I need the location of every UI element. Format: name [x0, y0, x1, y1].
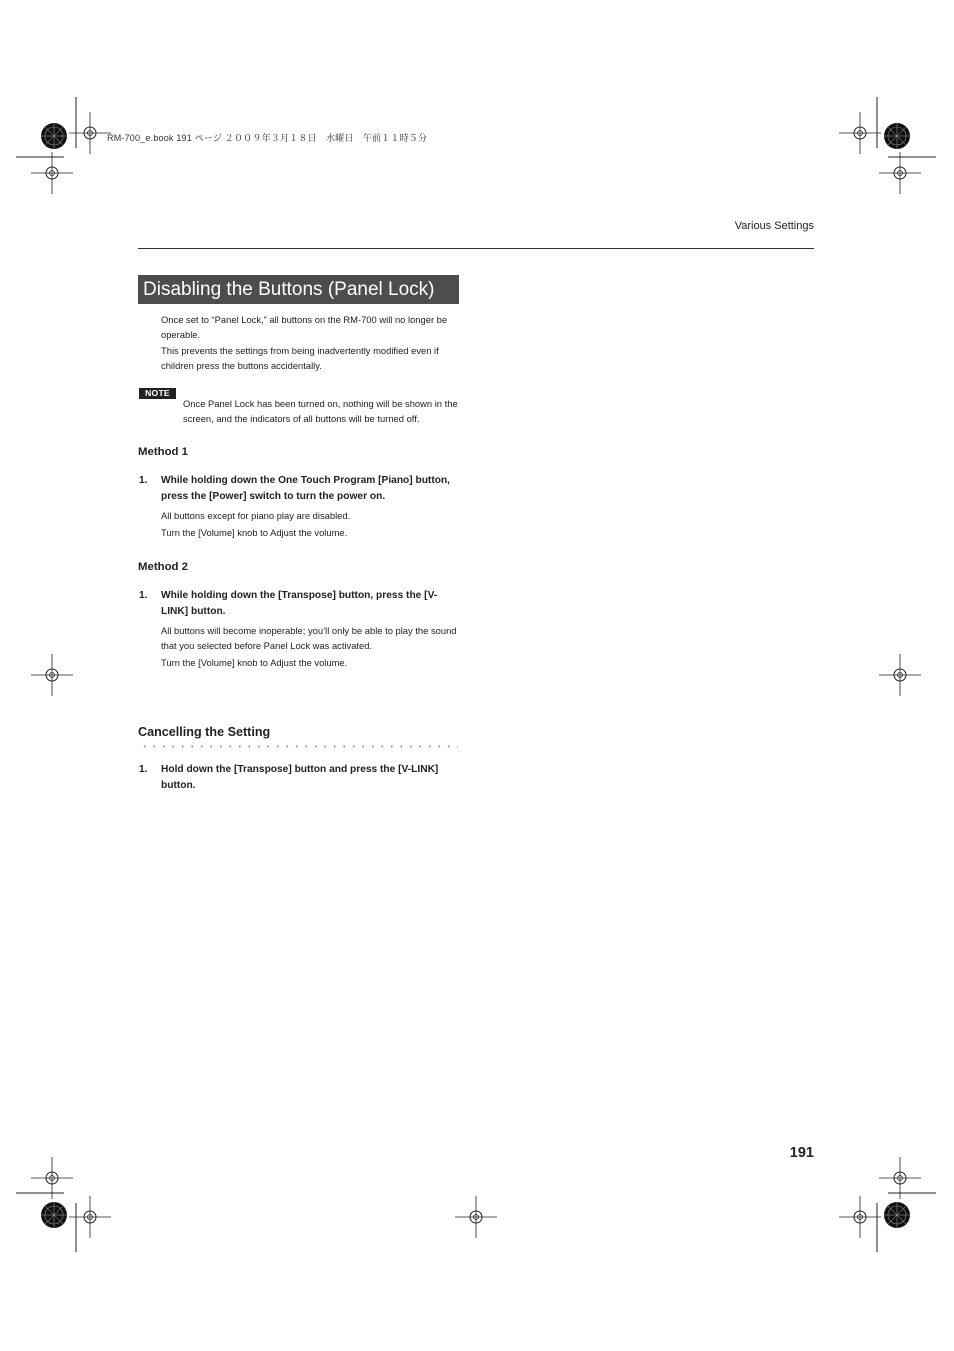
- page-number: 191: [789, 1145, 814, 1161]
- cancel-heading: Cancelling the Setting: [138, 725, 271, 739]
- method-2-detail-1: All buttons will become inoperable; you’ll only be able to play the sound that you selected before Panel Lock was activated.: [161, 625, 457, 651]
- note-badge: NOTE: [139, 388, 176, 399]
- header-rule: [138, 248, 814, 249]
- method-1-detail-2: Turn the [Volume] knob to Adjust the volume.: [161, 527, 348, 538]
- intro-paragraph-1: Once set to “Panel Lock,” all buttons on the RM-700 will no longer be operable.: [161, 314, 448, 340]
- method-2-detail-2: Turn the [Volume] knob to Adjust the volume.: [161, 657, 348, 668]
- note-text: Once Panel Lock has been turned on, nothing will be shown in the screen, and the indicators of all buttons will be turned off.: [183, 398, 458, 424]
- method-1-step-text: While holding down the One Touch Program [Piano] button, press the [Power] switch to turn the power on.: [161, 475, 450, 502]
- method-2-step-number: 1.: [139, 590, 148, 601]
- running-header: Various Settings: [734, 220, 814, 232]
- cancel-step-text: Hold down the [Transpose] button and press the [V-LINK] button.: [161, 764, 439, 791]
- print-info: RM-700_e.book 191 ページ ２００９年３月１８日 水曜日 午前１１時５分: [107, 133, 428, 143]
- method-1-detail-1: All buttons except for piano play are disabled.: [161, 510, 351, 521]
- method-2-step-text: While holding down the [Transpose] button, press the [V-LINK] button.: [161, 590, 438, 617]
- method-2-heading: Method 2: [138, 561, 188, 573]
- method-1-heading: Method 1: [138, 446, 188, 458]
- method-1-step-number: 1.: [139, 475, 148, 486]
- intro-paragraph-2: This prevents the settings from being inadvertently modified even if children press the buttons accidentally.: [161, 345, 439, 371]
- section-title: Disabling the Buttons (Panel Lock): [138, 275, 459, 304]
- dotted-divider: [140, 745, 458, 748]
- cancel-step-number: 1.: [139, 764, 148, 775]
